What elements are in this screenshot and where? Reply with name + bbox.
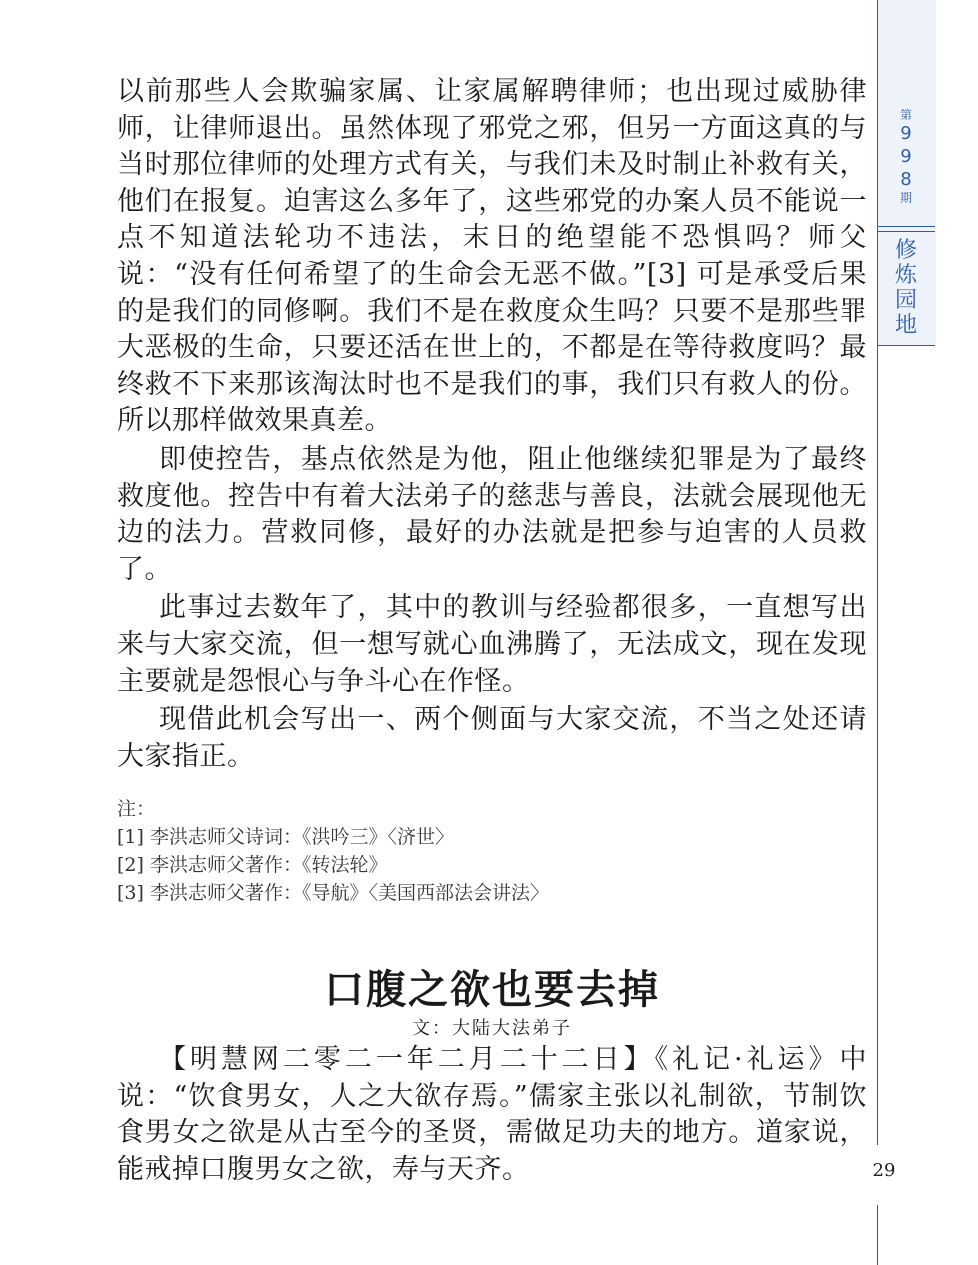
section-char: 地 xyxy=(894,313,917,338)
section-char: 修 xyxy=(894,238,917,263)
paragraph: 现借此机会写出一、两个侧面与大家交流，不当之处还请大家指正。 xyxy=(117,704,867,772)
margin-rule xyxy=(877,1205,878,1265)
footnote: [2] 李洪志师父著作：《转法轮》 xyxy=(117,854,388,876)
paragraph: 即使控告，基点依然是为他，阻止他继续犯罪是为了最终救度他。控告中有着大法弟子的慈悲与善良，法就会展现他无边的法力。营救同修，最好的办法就是把参与迫害的人员救了。 xyxy=(117,443,867,585)
sidebar-divider xyxy=(877,231,935,232)
margin-rule xyxy=(877,345,878,1145)
footnotes-label: 注： xyxy=(117,798,156,820)
footnote: [1] 李洪志师父诗词：《洪吟三》〈济世〉 xyxy=(117,826,454,848)
paragraph: 此事过去数年了，其中的教训与经验都很多，一直想写出来与大家交流，但一想写就心血沸腾了，无法成文，现在发现主要就是怨恨心与争斗心在作怪。 xyxy=(117,592,867,697)
article-body xyxy=(117,1040,867,1188)
paragraph: 以前那些人会欺骗家属、让家属解聘律师；也出现过威胁律师，让律师退出。虽然体现了邪党之邪，但另一方面这真的与当时那位律师的处理方式有关，与我们未及时制止补救有关，他们在报复。迫害这么多年了，这些邪党的办案人员不能说一点不知道法轮功不违法，末日的绝望能不恐惧吗？师父说：“没有任何希望了的生命会无恶不做。”[3] 可是承受后果的是我们的同修啊。我们不是在救度众生吗？只要不是那些罪大恶极的生命，只要还活在世上的，不都是在等待救度吗？最终救不下来那该淘汰时也不是我们的事，我们只有救人的份。所以那样做效果真差。 xyxy=(117,76,867,437)
sidebar-divider xyxy=(877,226,935,227)
paragraph: 【明慧网二零二一年二月二十二日】《礼记·礼运》中说：“饮食男女，人之大欲存焉。”儒家主张以礼制欲，节制饮食男女之欲是从古至今的圣贤，需做足功夫的地方。道家说，能戒掉口腹男女之欲，寿与天齐。 xyxy=(117,1044,867,1185)
footnote: [3] 李洪志师父著作：《导航》〈美国西部法会讲法〉 xyxy=(117,882,549,904)
article-title: 口腹之欲也要去掉 xyxy=(324,966,660,1013)
section-label xyxy=(877,238,935,338)
article-byline: 文：大陆大法弟子 xyxy=(412,1018,572,1039)
issue-digit: 8 xyxy=(900,169,912,190)
issue-digit: 9 xyxy=(900,146,912,167)
issue-number xyxy=(877,108,935,205)
body-text xyxy=(117,74,867,775)
page-number: 29 xyxy=(872,1160,896,1181)
section-char: 园 xyxy=(894,288,917,313)
footnotes xyxy=(117,795,817,907)
issue-suffix: 期 xyxy=(899,191,912,205)
section-char: 炼 xyxy=(894,263,917,288)
issue-digit: 9 xyxy=(900,123,912,144)
sidebar-divider xyxy=(877,345,935,346)
issue-prefix: 第 xyxy=(899,108,912,122)
